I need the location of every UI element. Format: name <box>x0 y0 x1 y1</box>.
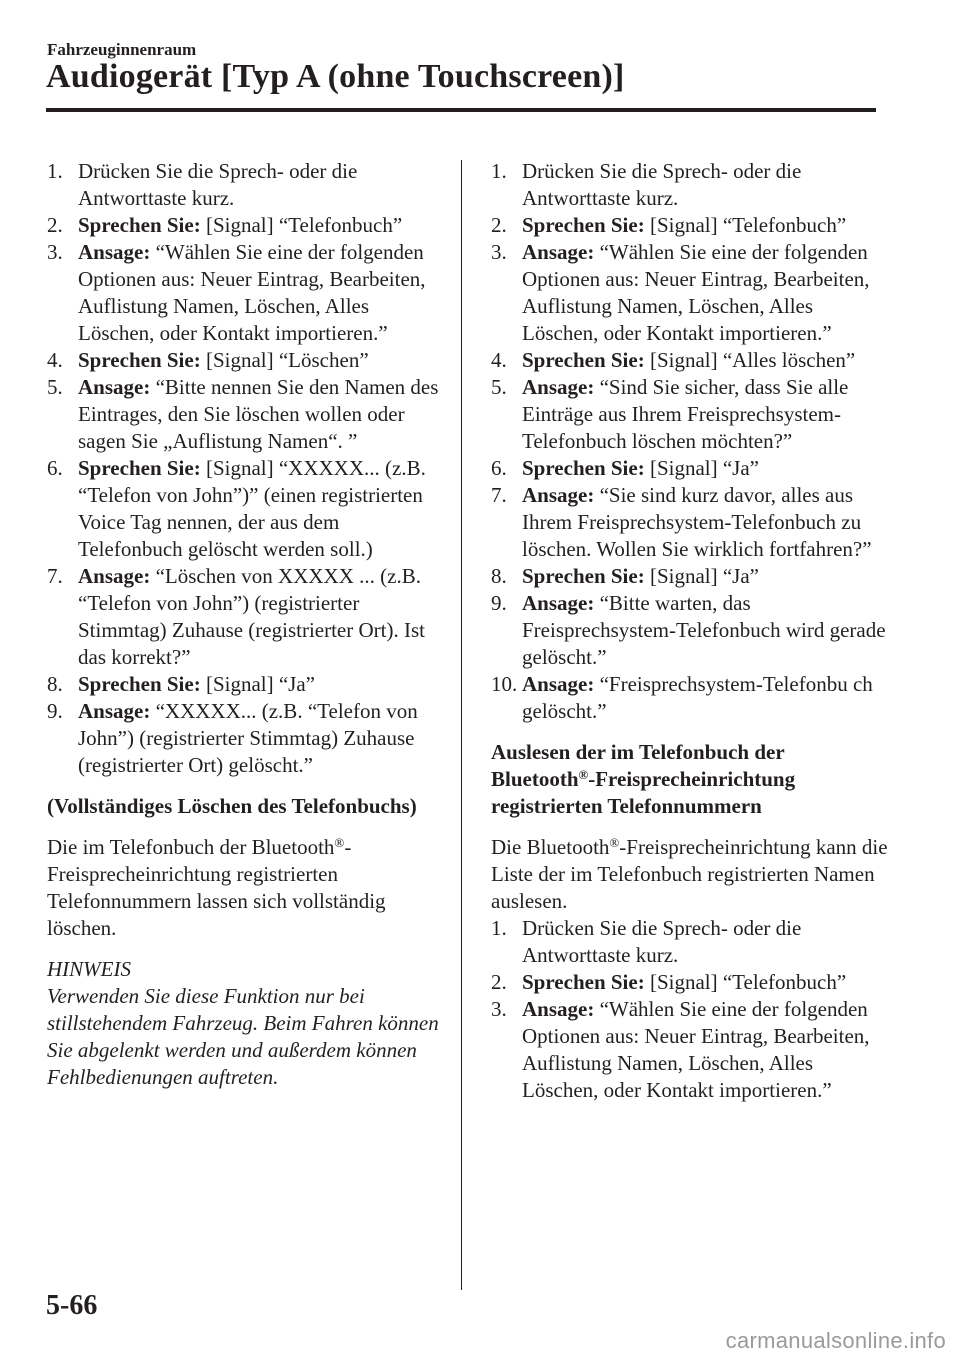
step-label: Ansage: <box>522 591 595 615</box>
step-label: Sprechen Sie: <box>78 348 201 372</box>
step-label: Ansage: <box>522 375 595 399</box>
step-item <box>491 455 891 482</box>
step-text: “Löschen von XXXXX ... (z.B. “Telefon von John”) (registrierter Stimmtag) Zuhause (registrierter Ort). Ist das korrekt?” <box>78 564 425 669</box>
step-label: Ansage: <box>522 240 595 264</box>
step-label: Sprechen Sie: <box>522 213 645 237</box>
watermark: carmanualsonline.info <box>725 1328 946 1353</box>
step-label: Ansage: <box>522 483 595 507</box>
delete-all-steps <box>491 158 891 725</box>
step-number: 7. <box>491 483 507 507</box>
step-item <box>47 563 442 671</box>
subhead-text-start: Auslesen der im Telefonbuch der Bluetooth <box>491 740 785 791</box>
title-rule <box>46 108 876 112</box>
registered-mark: ® <box>609 835 620 850</box>
step-item <box>491 374 891 455</box>
step-text: [Signal] “XXXXX... (z.B. “Telefon von John”)” (einen registrierten Voice Tag nennen, der aus dem Telefonbuch gelöscht werden soll.) <box>78 456 426 561</box>
page-number: 5-66 <box>46 1290 98 1321</box>
step-item <box>47 158 442 212</box>
step-text: Drücken Sie die Sprech- oder die Antworttaste kurz. <box>522 159 802 210</box>
step-text: [Signal] “Ja” <box>644 456 759 480</box>
read-phonebook-steps <box>491 915 891 1104</box>
step-text: [Signal] “Alles löschen” <box>644 348 856 372</box>
page-title: Audiogerät [Typ A (ohne Touchscreen)] <box>46 58 625 95</box>
step-text: Drücken Sie die Sprech- oder die Antworttaste kurz. <box>522 916 802 967</box>
step-label: Sprechen Sie: <box>78 672 201 696</box>
step-label: Ansage: <box>78 240 151 264</box>
step-number: 4. <box>47 348 63 372</box>
step-number: 3. <box>491 997 507 1021</box>
step-label: Ansage: <box>522 672 595 696</box>
step-text: “Bitte warten, das Freisprechsystem-Telefonbuch wird gerade gelöscht.” <box>522 591 886 669</box>
step-label: Ansage: <box>78 564 151 588</box>
step-number: 4. <box>491 348 507 372</box>
step-text: “Sind Sie sicher, dass Sie alle Einträge aus Ihrem Freisprechsystem-Telefonbuch löschen möchten?” <box>522 375 849 453</box>
step-item <box>47 698 442 779</box>
step-number: 2. <box>491 213 507 237</box>
step-number: 6. <box>491 456 507 480</box>
step-text: [Signal] “Telefonbuch” <box>644 213 847 237</box>
delete-entry-steps <box>47 158 442 779</box>
step-number: 8. <box>47 672 63 696</box>
step-item <box>491 158 891 212</box>
step-number: 1. <box>47 159 63 183</box>
step-text: [Signal] “Telefonbuch” <box>200 213 403 237</box>
note-text: Verwenden Sie diese Funktion nur bei stillstehendem Fahrzeug. Beim Fahren können Sie abgelenkt werden und außerdem können Fehlbedienungen auftreten. <box>47 984 439 1089</box>
step-text: [Signal] “Ja” <box>644 564 759 588</box>
step-item <box>47 671 442 698</box>
read-text-start: Die Bluetooth <box>491 835 610 859</box>
step-text: [Signal] “Telefonbuch” <box>644 970 847 994</box>
step-item <box>491 239 891 347</box>
step-item <box>47 347 442 374</box>
intro-text-end: -Freisprecheinrichtung registrierten Telefonnummern lassen sich vollständig löschen. <box>47 835 386 940</box>
step-item <box>491 915 891 969</box>
step-number: 5. <box>47 375 63 399</box>
column-divider <box>461 160 462 1290</box>
registered-mark: ® <box>334 835 345 850</box>
step-item <box>47 374 442 455</box>
note-title: HINWEIS <box>47 957 131 981</box>
step-label: Ansage: <box>78 375 151 399</box>
step-label: Sprechen Sie: <box>78 213 201 237</box>
step-number: 1. <box>491 159 507 183</box>
step-label: Sprechen Sie: <box>522 348 645 372</box>
step-text: “Sie sind kurz davor, alles aus Ihrem Freisprechsystem-Telefonbuch zu löschen. Wollen Sie wirklich fortfahren?” <box>522 483 872 561</box>
step-number: 9. <box>47 699 63 723</box>
intro-paragraph <box>47 834 442 942</box>
step-label: Sprechen Sie: <box>522 456 645 480</box>
step-text: “Freisprechsystem-Telefonbu ch gelöscht.” <box>522 672 873 723</box>
step-label: Ansage: <box>522 997 595 1021</box>
step-number: 7. <box>47 564 63 588</box>
intro-text-start: Die im Telefonbuch der Bluetooth <box>47 835 335 859</box>
step-number: 6. <box>47 456 63 480</box>
step-item <box>47 239 442 347</box>
step-label: Sprechen Sie: <box>522 970 645 994</box>
step-text: “Bitte nennen Sie den Namen des Eintrages, den Sie löschen wollen oder sagen Sie „Auflistung Namen“. ” <box>78 375 439 453</box>
step-item <box>491 212 891 239</box>
read-text-end: -Freisprecheinrichtung kann die Liste der im Telefonbuch registrierten Namen auslesen. <box>491 835 888 913</box>
step-item <box>491 482 891 563</box>
subheading-read-phonebook <box>491 739 891 820</box>
step-text: “Wählen Sie eine der folgenden Optionen aus: Neuer Eintrag, Bearbeiten, Auflistung Namen, Löschen, Alles Löschen, oder Kontakt importieren.” <box>78 240 426 345</box>
step-text: Drücken Sie die Sprech- oder die Antworttaste kurz. <box>78 159 358 210</box>
step-item <box>491 969 891 996</box>
section-label: Fahrzeuginnenraum <box>47 40 197 59</box>
step-item <box>491 996 891 1104</box>
step-number: 2. <box>491 970 507 994</box>
step-number: 1. <box>491 916 507 940</box>
step-number: 9. <box>491 591 507 615</box>
step-number: 10. <box>491 672 518 696</box>
step-item <box>491 590 891 671</box>
step-item <box>47 455 442 563</box>
step-item <box>491 347 891 374</box>
step-number: 2. <box>47 213 63 237</box>
step-text: [Signal] “Ja” <box>200 672 315 696</box>
step-label: Ansage: <box>78 699 151 723</box>
step-text: “XXXXX... (z.B. “Telefon von John”) (registrierter Stimmtag) Zuhause (registrierter Ort) gelöscht.” <box>78 699 418 777</box>
step-label: Sprechen Sie: <box>78 456 201 480</box>
step-label: Sprechen Sie: <box>522 564 645 588</box>
step-text: “Wählen Sie eine der folgenden Optionen aus: Neuer Eintrag, Bearbeiten, Auflistung Namen, Löschen, Alles Löschen, oder Kontakt importieren.” <box>522 240 870 345</box>
step-number: 8. <box>491 564 507 588</box>
subhead-text-end: -Freisprecheinrichtung registrierten Telefonnummern <box>491 767 796 818</box>
step-item <box>491 671 891 725</box>
subheading-full-delete: (Vollständiges Löschen des Telefonbuchs) <box>47 794 417 818</box>
right-column <box>491 158 891 1104</box>
read-paragraph <box>491 834 891 915</box>
left-column <box>47 158 442 1091</box>
step-text: [Signal] “Löschen” <box>200 348 369 372</box>
step-number: 3. <box>47 240 63 264</box>
step-text: “Wählen Sie eine der folgenden Optionen aus: Neuer Eintrag, Bearbeiten, Auflistung Namen, Löschen, Alles Löschen, oder Kontakt importieren.” <box>522 997 870 1102</box>
step-item <box>47 212 442 239</box>
step-number: 3. <box>491 240 507 264</box>
step-number: 5. <box>491 375 507 399</box>
registered-mark: ® <box>578 767 589 782</box>
step-item <box>491 563 891 590</box>
